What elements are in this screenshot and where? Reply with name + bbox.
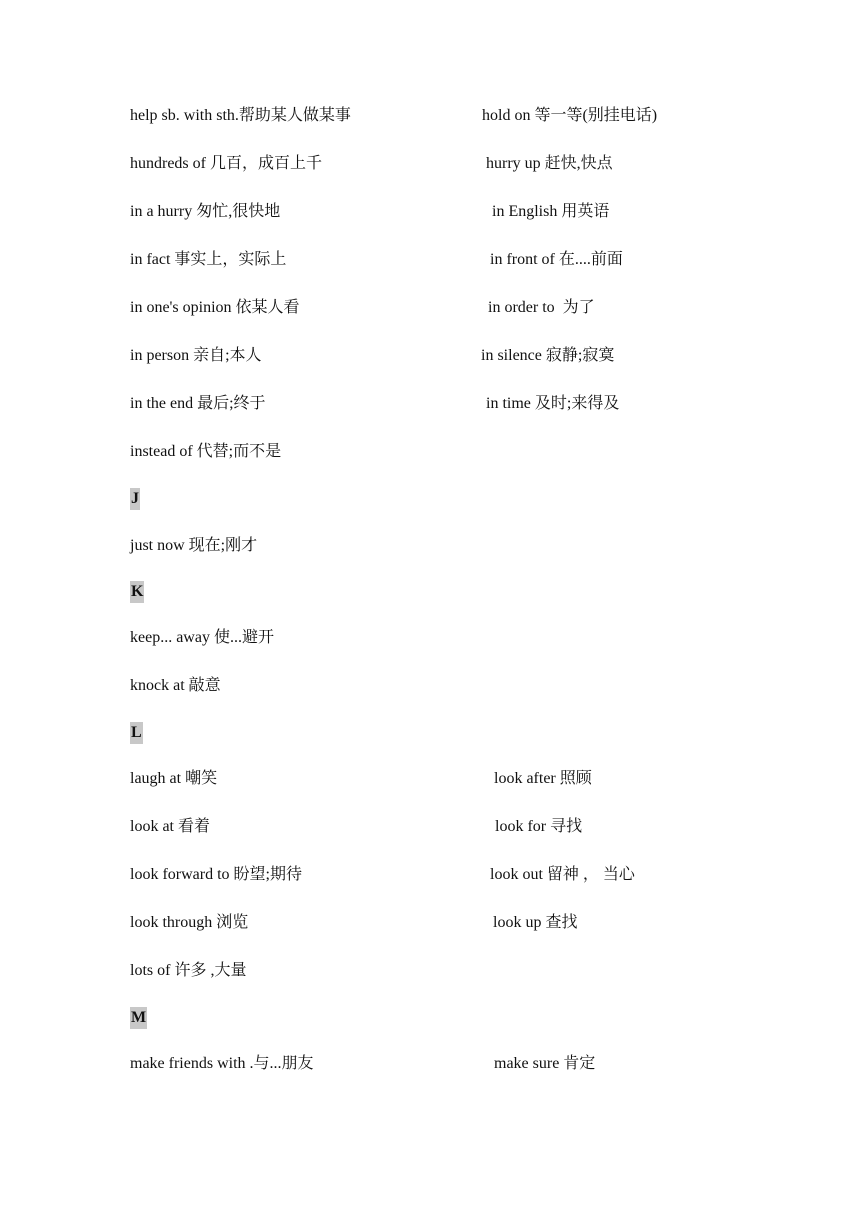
phrase-right: in silence 寂静;寂寞	[481, 347, 615, 364]
phrase-row	[0, 104, 860, 128]
phrase-left: look forward to 盼望;期待	[130, 866, 302, 883]
section-heading-row	[0, 487, 860, 511]
phrase-right: in English 用英语	[492, 203, 610, 220]
phrase-right: look out 留神 ， 当心	[490, 866, 635, 883]
phrase-left: instead of 代替;而不是	[130, 443, 282, 460]
phrase-row	[0, 392, 860, 416]
phrase-row	[0, 200, 860, 224]
phrase-row	[0, 296, 860, 320]
phrase-left: in fact 事实上，实际上	[130, 251, 287, 268]
phrase-right: hurry up 赶快,快点	[486, 155, 613, 172]
phrase-row	[0, 911, 860, 935]
section-heading: K	[130, 581, 144, 603]
phrase-row	[0, 344, 860, 368]
phrase-left: help sb. with sth.帮助某人做某事	[130, 107, 351, 124]
phrase-right: make sure 肯定	[494, 1055, 596, 1072]
phrase-row	[0, 767, 860, 791]
phrase-right: look after 照顾	[494, 770, 592, 787]
phrase-left: hundreds of 几百，成百上千	[130, 155, 322, 172]
phrase-left: knock at 敲意	[130, 677, 221, 694]
phrase-row	[0, 674, 860, 698]
section-heading-row	[0, 1006, 860, 1030]
phrase-left: look at 看着	[130, 818, 210, 835]
section-heading-row	[0, 580, 860, 604]
phrase-right: in time 及时;来得及	[486, 395, 620, 412]
phrase-right: look up 查找	[493, 914, 578, 931]
phrase-row	[0, 248, 860, 272]
phrase-left: just now 现在;刚才	[130, 537, 258, 554]
phrase-right: in order to 为了	[488, 299, 595, 316]
phrase-left: in a hurry 匆忙,很快地	[130, 203, 281, 220]
phrase-left: in one's opinion 依某人看	[130, 299, 300, 316]
phrase-right: hold on 等一等(别挂电话)	[482, 107, 658, 124]
phrase-right: look for 寻找	[495, 818, 583, 835]
phrase-row	[0, 534, 860, 558]
phrase-right: in front of 在....前面	[490, 251, 623, 268]
phrase-left: keep... away 使...避开	[130, 629, 274, 646]
phrase-left: in the end 最后;终于	[130, 395, 266, 412]
phrase-row	[0, 959, 860, 983]
phrase-left: look through 浏览	[130, 914, 249, 931]
phrase-row	[0, 815, 860, 839]
phrase-row	[0, 152, 860, 176]
section-heading: J	[130, 488, 140, 510]
section-heading-row	[0, 721, 860, 745]
phrase-row	[0, 863, 860, 887]
phrase-left: in person 亲自;本人	[130, 347, 262, 364]
phrase-left: lots of 许多 ,大量	[130, 962, 247, 979]
section-heading: L	[130, 722, 143, 744]
phrase-row	[0, 626, 860, 650]
phrase-left: laugh at 嘲笑	[130, 770, 218, 787]
phrase-left: make friends with .与...朋友	[130, 1055, 314, 1072]
phrase-row	[0, 440, 860, 464]
section-heading: M	[130, 1007, 147, 1029]
phrase-row	[0, 1052, 860, 1076]
